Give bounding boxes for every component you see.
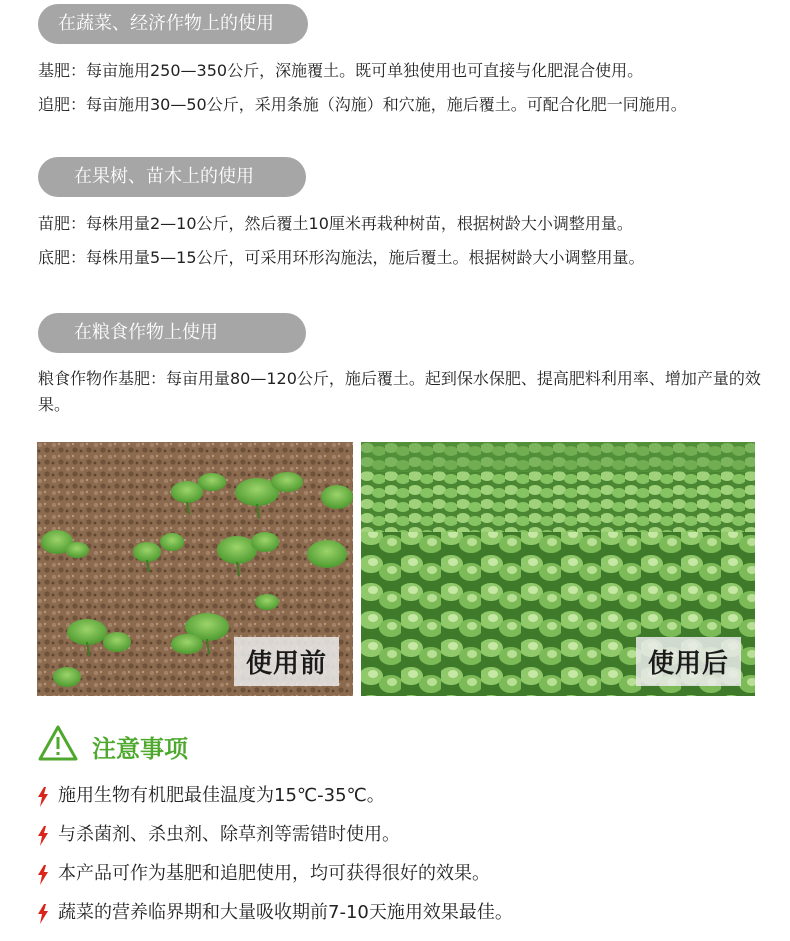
notice-item [36, 898, 513, 937]
notice-item-text: 与杀菌剂、杀虫剂、除草剂等需错时使用。 [58, 824, 400, 845]
topdressing-text: 追肥：每亩施用30—50公斤，采用条施（沟施）和穴施，施后覆土。可配合化肥一同施用。 [38, 95, 687, 114]
notice-item-text: 本产品可作为基肥和追肥使用，均可获得很好的效果。 [58, 863, 490, 884]
lightning-bolt-icon [36, 787, 50, 807]
basal-fertilizer-text: 基肥：每亩施用250—350公斤，深施覆土。既可单独使用也可直接与化肥混合使用。 [38, 61, 644, 80]
notice-item [36, 820, 513, 859]
warning-triangle-icon [37, 724, 79, 762]
notice-item [36, 781, 513, 820]
notice-item-text: 施用生物有机肥最佳温度为15℃-35℃。 [58, 785, 385, 806]
notice-list [36, 781, 513, 937]
seedling-fertilizer-text: 苗肥：每株用量2—10公斤，然后覆土10厘米再栽种树苗，根据树龄大小调整用量。 [38, 214, 633, 233]
section-heading-grain-crops: 在粮食作物上使用 [38, 313, 306, 353]
notice-item [36, 859, 513, 898]
lightning-bolt-icon [36, 904, 50, 924]
before-use-caption: 使用前 [234, 637, 339, 686]
notice-item-text: 蔬菜的营养临界期和大量吸收期前7-10天施用效果最佳。 [58, 902, 513, 923]
lightning-bolt-icon [36, 826, 50, 846]
section-heading-fruit-trees: 在果树、苗木上的使用 [38, 157, 306, 197]
before-use-photo [37, 442, 353, 696]
after-use-photo [361, 442, 755, 696]
section-heading-vegetables: 在蔬菜、经济作物上的使用 [38, 4, 308, 44]
grain-crops-text: 粮食作物作基肥：每亩用量80—120公斤，施后覆土。起到保水保肥、提高肥料利用率、增加产量的效果。 [38, 369, 761, 414]
base-fertilizer-text: 底肥：每株用量5—15公斤，可采用环形沟施法，施后覆土。根据树龄大小调整用量。 [38, 248, 645, 267]
lightning-bolt-icon [36, 865, 50, 885]
after-use-caption: 使用后 [636, 637, 741, 686]
notice-title: 注意事项 [92, 735, 188, 763]
